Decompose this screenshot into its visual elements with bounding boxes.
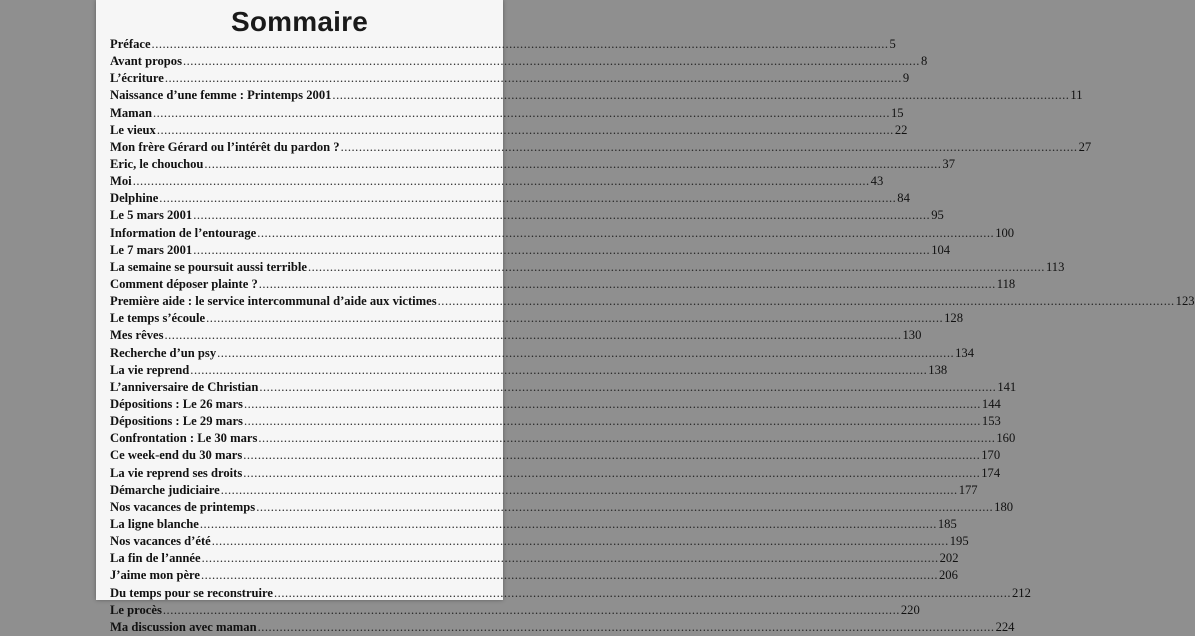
toc-entry <box>110 413 1001 430</box>
toc-entry <box>110 53 928 70</box>
dot-leader <box>243 465 980 482</box>
dot-leader <box>165 70 902 87</box>
dot-leader <box>341 139 1078 156</box>
toc-entry-page-number: 95 <box>931 208 944 223</box>
toc-entry-title: Dépositions : Le 26 mars <box>110 396 243 411</box>
dot-leader <box>274 585 1011 602</box>
dot-leader <box>258 430 995 447</box>
dot-leader <box>244 396 981 413</box>
toc-entry-page-number: 180 <box>994 499 1014 514</box>
toc-entry-title: L’anniversaire de Christian <box>110 379 259 394</box>
toc-entry <box>110 173 884 190</box>
dot-leader <box>152 36 889 53</box>
toc-entry-title: Mon frère Gérard ou l’intérêt du pardon ? <box>110 139 340 154</box>
toc-entry-page-number: 37 <box>942 156 955 171</box>
toc-entry-title: Préface <box>110 37 151 51</box>
toc-entry-title: La fin de l’année <box>110 551 201 566</box>
dot-leader <box>200 516 937 533</box>
toc-entry-title: La semaine se poursuit aussi terrible <box>110 259 307 274</box>
toc-entry <box>110 105 904 122</box>
toc-entry <box>110 430 1016 447</box>
toc-entry-title: Du temps pour se reconstruire <box>110 585 274 600</box>
toc-entry-title: Delphine <box>110 191 159 206</box>
toc-entry-title: Dépositions : Le 29 mars <box>110 414 243 429</box>
toc-entry-page-number: 174 <box>981 465 1001 480</box>
toc-entry <box>110 70 910 87</box>
toc-entry-page-number: 138 <box>928 362 948 377</box>
toc-entry-title: La vie reprend <box>110 362 190 377</box>
toc-entry-page-number: 27 <box>1078 139 1092 154</box>
toc-entry-page-number: 9 <box>902 71 910 86</box>
toc-entry-page-number: 8 <box>920 54 928 69</box>
toc-entry <box>110 550 959 567</box>
toc-entry-title: L’écriture <box>110 71 164 86</box>
dot-leader <box>159 190 896 207</box>
table-of-contents <box>110 36 1195 636</box>
toc-entry-title: La vie reprend ses droits <box>110 465 243 480</box>
toc-entry-page-number: 160 <box>996 431 1016 446</box>
dot-leader <box>165 327 902 344</box>
dot-leader <box>308 259 1045 276</box>
toc-entry <box>110 533 969 550</box>
toc-entry <box>110 362 948 379</box>
toc-entry <box>110 499 1014 516</box>
toc-entry-page-number: 206 <box>939 568 958 583</box>
dot-leader <box>259 276 996 293</box>
toc-entry <box>110 225 1015 242</box>
toc-entry <box>110 87 1083 104</box>
toc-entry-page-number: 141 <box>997 379 1017 394</box>
toc-entry-title: La ligne blanche <box>110 516 199 531</box>
toc-entry <box>110 379 1017 396</box>
toc-entry-page-number: 123 <box>1175 294 1195 309</box>
dot-leader <box>183 53 920 70</box>
toc-entry-title: Démarche judiciaire <box>110 482 220 497</box>
toc-entry <box>110 242 951 259</box>
dot-leader <box>206 310 943 327</box>
toc-entry-page-number: 84 <box>897 191 910 206</box>
dot-leader <box>259 379 996 396</box>
toc-entry-title: Mes rêves <box>110 328 164 343</box>
toc-entry <box>110 602 920 619</box>
toc-entry-page-number: 144 <box>981 396 1001 411</box>
toc-entry-page-number: 153 <box>981 414 1001 429</box>
toc-entry <box>110 345 974 362</box>
toc-entry <box>110 310 964 327</box>
dot-leader <box>193 242 930 259</box>
toc-entry <box>110 190 910 207</box>
dot-leader <box>202 550 939 567</box>
toc-entry-title: Recherche d’un psy <box>110 345 217 360</box>
toc-entry-title: Eric, le chouchou <box>110 156 204 171</box>
toc-entry-title: Confrontation : Le 30 mars <box>110 431 258 446</box>
page-title: Sommaire <box>231 6 368 37</box>
toc-entry <box>110 276 1016 293</box>
toc-entry-title: Avant propos <box>110 54 182 69</box>
dot-leader <box>163 602 900 619</box>
toc-entry <box>110 139 1092 156</box>
toc-entry <box>110 619 1015 636</box>
dot-leader <box>153 105 890 122</box>
toc-entry <box>110 122 908 139</box>
toc-entry-page-number: 100 <box>995 225 1015 240</box>
toc-entry-title: Le temps s’écoule <box>110 311 206 326</box>
toc-entry-title: Ma discussion avec maman <box>110 619 257 634</box>
toc-entry-page-number: 43 <box>870 174 884 189</box>
dot-leader <box>244 413 981 430</box>
toc-entry-title: Nos vacances de printemps <box>110 499 256 514</box>
toc-entry-title: Le 7 mars 2001 <box>110 242 193 257</box>
book-page <box>96 0 1195 634</box>
toc-entry <box>110 327 922 344</box>
toc-entry <box>110 396 1001 413</box>
toc-entry-page-number: 11 <box>1070 88 1083 103</box>
toc-entry-page-number: 22 <box>894 122 908 137</box>
dot-leader <box>258 619 995 636</box>
toc-entry-page-number: 224 <box>995 619 1015 634</box>
toc-entry <box>110 585 1031 602</box>
toc-entry <box>110 259 1065 276</box>
toc-entry <box>110 516 957 533</box>
toc-entry-page-number: 220 <box>900 602 920 617</box>
dot-leader <box>157 122 894 139</box>
dot-leader <box>217 345 954 362</box>
toc-entry-page-number: 113 <box>1045 259 1065 274</box>
toc-entry-title: Le 5 mars 2001 <box>110 208 193 223</box>
dot-leader <box>438 293 1175 310</box>
toc-entry <box>110 465 1001 482</box>
toc-entry-title: Le procès <box>110 602 162 617</box>
dot-leader <box>243 447 980 464</box>
toc-entry-title: Nos vacances d’été <box>110 534 211 549</box>
toc-entry <box>110 293 1195 310</box>
toc-entry-title: Ce week-end du 30 mars <box>110 448 243 463</box>
toc-entry-page-number: 185 <box>937 516 957 531</box>
dot-leader <box>257 225 994 242</box>
toc-entry-title: Naissance d’une femme : Printemps 2001 <box>110 88 332 103</box>
toc-entry-page-number: 195 <box>949 534 969 549</box>
dot-leader <box>201 567 938 584</box>
toc-entry-page-number: 130 <box>902 328 922 343</box>
toc-entry-title: J’aime mon père <box>110 568 201 583</box>
dot-leader <box>190 362 927 379</box>
toc-entry-page-number: 212 <box>1012 585 1031 600</box>
toc-entry-page-number: 15 <box>890 105 904 120</box>
toc-entry-title: Comment déposer plainte ? <box>110 276 258 291</box>
dot-leader <box>221 482 958 499</box>
toc-entry <box>110 567 958 584</box>
dot-leader <box>212 533 949 550</box>
toc-entry-title: Le vieux <box>110 122 156 137</box>
toc-entry-page-number: 104 <box>931 242 951 257</box>
dot-leader <box>193 207 930 224</box>
toc-entry-page-number: 170 <box>981 448 1001 463</box>
toc-entry-page-number: 202 <box>939 551 959 566</box>
dot-leader <box>332 87 1069 104</box>
dot-leader <box>133 173 870 190</box>
toc-entry-page-number: 128 <box>944 311 964 326</box>
toc-entry-page-number: 134 <box>955 345 974 360</box>
toc-entry <box>110 482 978 499</box>
toc-entry-title: Information de l’entourage <box>110 225 257 240</box>
toc-entry <box>110 36 896 53</box>
toc-entry-page-number: 118 <box>996 276 1016 291</box>
toc-entry-page-number: 177 <box>958 482 978 497</box>
toc-entry-title: Première aide : le service intercommunal d’aide aux victimes <box>110 294 437 309</box>
toc-entry <box>110 156 955 173</box>
toc-entry-title: Moi <box>110 174 132 189</box>
toc-entry-title: Maman <box>110 105 152 120</box>
toc-entry <box>110 447 1001 464</box>
dot-leader <box>204 156 941 173</box>
toc-entry <box>110 207 944 224</box>
dot-leader <box>256 499 993 516</box>
toc-entry-page-number: 5 <box>889 37 896 51</box>
